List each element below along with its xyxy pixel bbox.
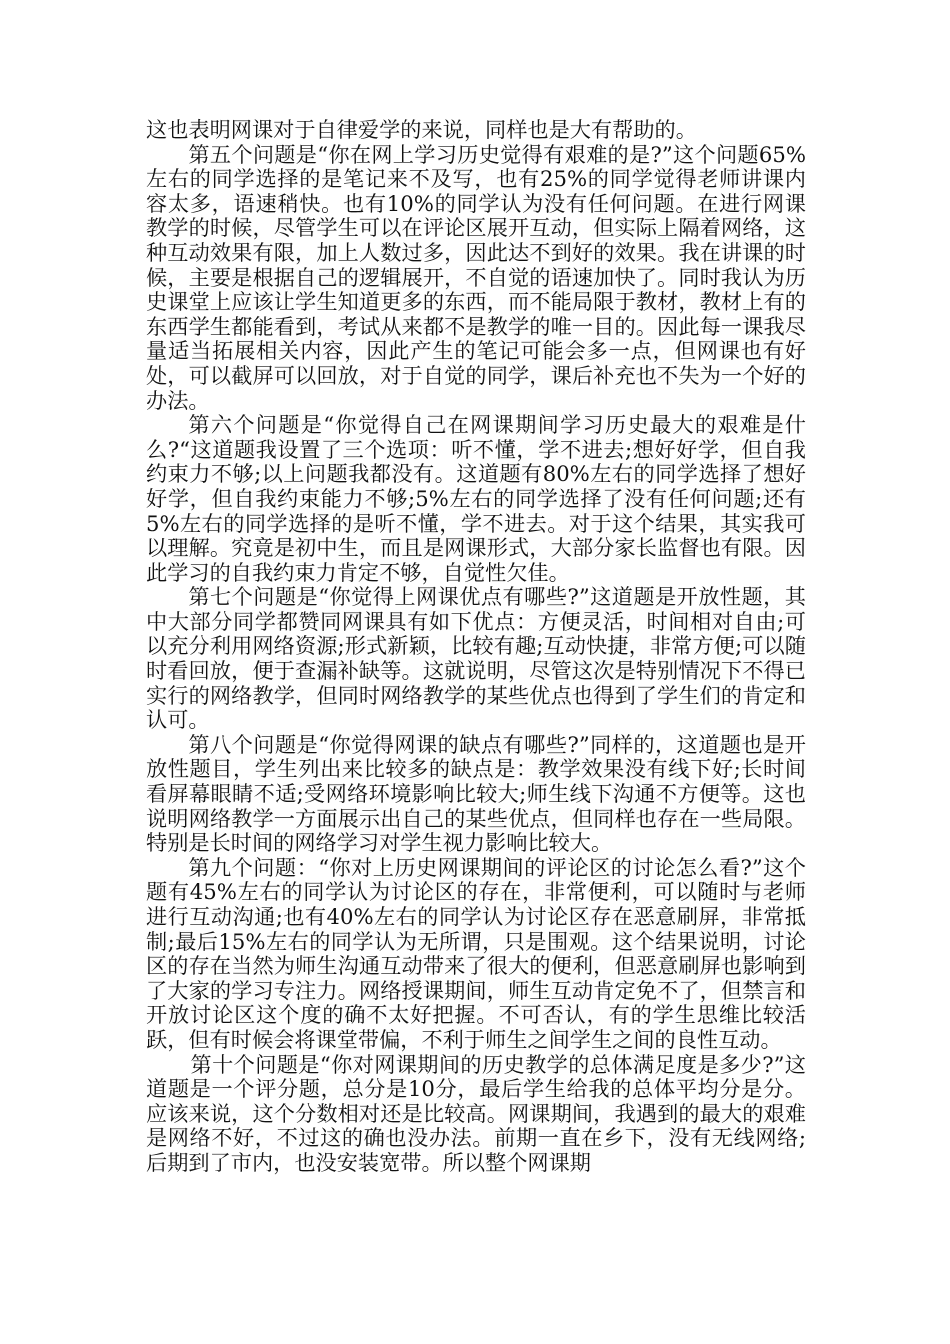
paragraph-question-9: 第九个问题：“你对上历史网课期间的评论区的讨论怎么看?”这个题有45%左右的同学认为讨论区的存在，非常便利，可以随时与老师进行互动沟通;也有40%左右的同学认为讨论区存在恶意刷屏，非常抵制;最后15%左右的同学认为无所谓，只是围观。这个结果说明，讨论区的存在当然为师生沟通互动带来了很大的便利，但恶意刷屏也影响到了大家的学习专注力。网络授课期间，师生互动肯定免不了，但禁言和开放讨论区这个度的确不太好把握。不可否认，有的学生思维比较活跃，但有时候会将课堂带偏，不利于师生之间学生之间的良性互动。 — [146, 854, 806, 1052]
paragraph-question-6: 第六个问题是“你觉得自己在网课期间学习历史最大的艰难是什么?“这道题我设置了三个选项：听不懂，学不进去;想好好学，但自我约束力不够;以上问题我都没有。这道题有80%左右的同学选择了想好好学，但自我约束能力不够;5%左右的同学选择了没有任何问题;还有5%左右的同学选择的是听不懂，学不进去。对于这个结果，其实我可以理解。究竟是初中生，而且是网课形式，大部分家长监督也有限。因此学习的自我约束力肯定不够，自觉性欠佳。 — [146, 412, 806, 585]
document-page — [146, 118, 806, 1176]
paragraph-question-5: 第五个问题是“你在网上学习历史觉得有艰难的是?”这个问题65%左右的同学选择的是笔记来不及写，也有25%的同学觉得老师讲课内容太多，语速稍快。也有10%的同学认为没有任何问题。在进行网课教学的时候，尽管学生可以在评论区展开互动，但实际上隔着网络，这种互动效果有限，加上人数过多，因此达不到好的效果。我在讲课的时候，主要是根据自己的逻辑展开，不自觉的语速加快了。同时我认为历史课堂上应该让学生知道更多的东西，而不能局限于教材，教材上有的东西学生都能看到，考试从来都不是教学的唯一目的。因此每一课我尽量适当拓展相关内容，因此产生的笔记可能会多一点，但网课也有好处，可以截屏可以回放，对于自觉的同学，课后补充也不失为一个好的办法。 — [146, 141, 806, 413]
paragraph-question-10: 第十个问题是“你对网课期间的历史教学的总体满足度是多少?”这道题是一个评分题，总分是10分，最后学生给我的总体平均分是分。应该来说，这个分数相对还是比较高。网课期间，我遇到的最大的艰难是网络不好，不过这的确也没办法。前期一直在乡下，没有无线网络;后期到了市内，也没安装宽带。所以整个网课期 — [146, 1051, 806, 1175]
paragraph-continuation: 这也表明网课对于自律爱学的来说，同样也是大有帮助的。 — [146, 117, 697, 142]
paragraph-question-8: 第八个问题是“你觉得网课的缺点有哪些?”同样的，这道题也是开放性题目，学生列出来比较多的缺点是：教学效果没有线下好;长时间看屏幕眼睛不适;受网络环境影响比较大;师生线下沟通不方便等。这也说明网络教学一方面展示出自己的某些优点，但同样也存在一些局限。特别是长时间的网络学习对学生视力影响比较大。 — [146, 731, 806, 856]
paragraph-question-7: 第七个问题是“你觉得上网课优点有哪些?”这道题是开放性题，其中大部分同学都赞同网课具有如下优点：方便灵活，时间相对自由;可以充分利用网络资源;形式新颖，比较有趣;互动快捷，非常方便;可以随时看回放，便于查漏补缺等。这就说明，尽管这次是特别情况下不得已实行的网络教学，但同时网络教学的某些优点也得到了学生们的肯定和认可。 — [146, 584, 806, 733]
